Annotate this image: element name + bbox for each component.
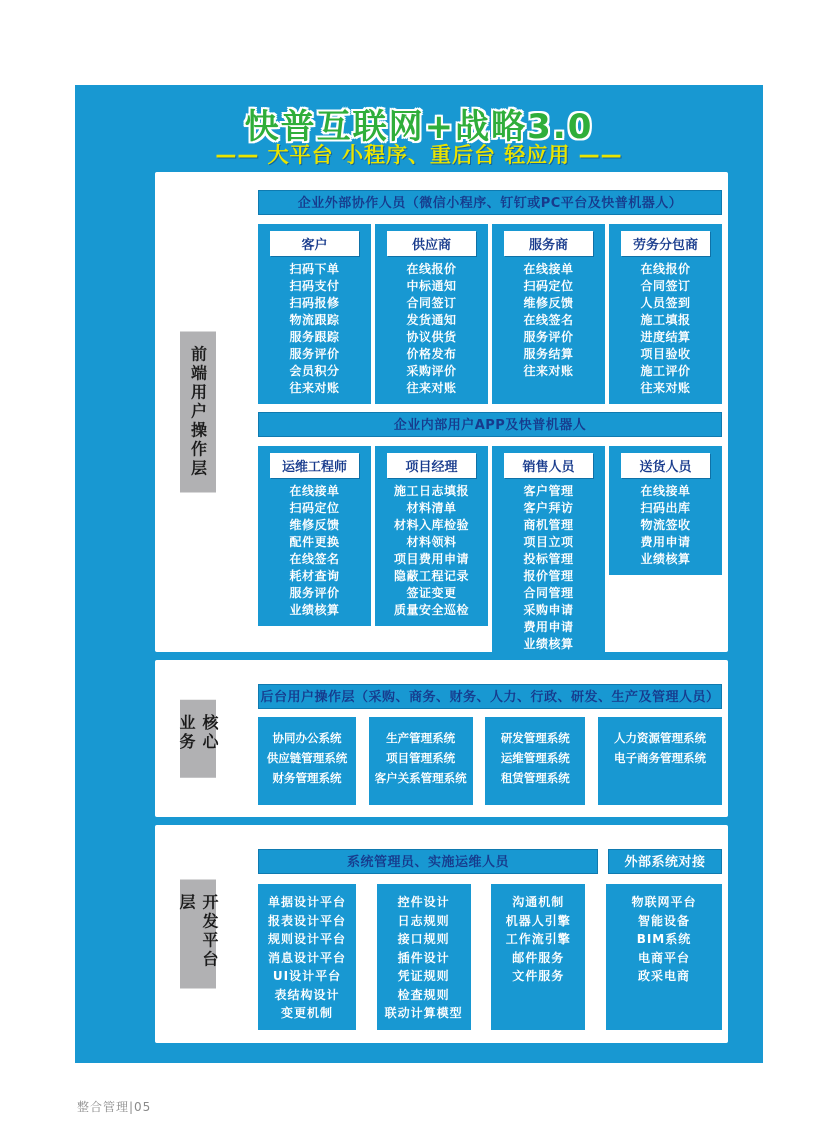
list-item: 邮件服务 [512,950,565,965]
list-item: 在线签名 [523,313,574,327]
list-item: 表结构设计 [274,987,340,1002]
list-item: 扫码报修 [289,296,340,310]
list-item: 在线接单 [523,262,574,276]
column-delivery-staff [609,446,722,575]
platform-columns [258,884,722,1030]
column-labor-subcontractor-title: 劳务分包商 [621,231,710,256]
list-item: 隐蔽工程记录 [393,569,469,583]
system-columns [258,717,722,805]
list-item: 施工评价 [640,364,691,378]
list-item: 往来对账 [289,381,340,395]
list-item: 人员签到 [640,296,691,310]
list-item: 单据设计平台 [267,895,346,909]
list-item: 客户管理 [523,484,574,498]
list-item: 控件设计 [397,895,450,909]
frontend-content [258,172,722,660]
list-item: 报价管理 [523,569,574,583]
column-supplier-title: 供应商 [387,231,476,256]
list-item: 规则设计平台 [267,932,346,946]
page-footer: 整合管理|05 [77,1100,152,1114]
list-item: 业绩核算 [640,552,691,566]
list-item: 投标管理 [523,552,574,566]
list-item: 服务评价 [523,330,574,344]
list-item: 材料入库检验 [393,518,469,532]
column-hr-ecommerce-systems [598,717,722,805]
list-item: 政采电商 [637,969,690,983]
list-item: 在线接单 [640,484,691,498]
list-item: 人力资源管理系统 [613,731,706,745]
group-header-external-system-integration: 外部系统对接 [608,849,722,874]
list-item: 发货通知 [406,313,457,327]
list-item: 项目管理系统 [386,751,456,765]
panel-dev-platform-layer [155,825,728,1043]
column-sales-staff-title: 销售人员 [504,453,593,478]
column-customer-items [261,261,368,397]
list-item: 财务管理系统 [272,771,342,785]
list-item: 在线签名 [289,552,340,566]
list-item: 项目费用申请 [393,552,469,566]
column-sales-staff [492,446,605,660]
list-item: 协同办公系统 [272,731,342,745]
spacer [258,404,722,412]
column-office-systems [258,717,356,805]
column-service-provider-items [495,261,602,380]
list-item: 变更机制 [280,1006,333,1020]
list-item: 签证变更 [406,586,457,600]
column-customer [258,224,371,404]
column-rnd-systems [485,717,585,805]
list-item: 往来对账 [523,364,574,378]
list-item: 采购评价 [406,364,457,378]
list-item: 施工填报 [640,313,691,327]
column-rules-design [377,884,471,1030]
dev-platform-content [258,825,722,1030]
group-header-internal-users: 企业内部用户APP及快普机器人 [258,412,722,437]
list-item: 业绩核算 [289,603,340,617]
list-item: 协议供货 [406,330,457,344]
list-item: 电商平台 [637,950,690,965]
list-item: 会员积分 [289,364,340,378]
list-item: 客户拜访 [523,501,574,515]
column-customer-title: 客户 [270,231,359,256]
column-delivery-staff-title: 送货人员 [621,453,710,478]
list-item: 价格发布 [406,347,457,361]
list-item: 运维管理系统 [500,751,570,765]
list-item: 沟通机制 [512,895,565,909]
internal-persona-columns [258,446,722,660]
list-item: 业绩核算 [523,637,574,651]
list-item: 往来对账 [406,381,457,395]
list-item: 采购申请 [523,603,574,617]
list-item: UI设计平台 [272,969,342,983]
poster-subtitle: —— 大平台 小程序、重后台 轻应用 —— [215,143,623,167]
list-item: 项目验收 [640,347,691,361]
list-item: 扫码定位 [523,279,574,293]
column-service-provider-title: 服务商 [504,231,593,256]
list-item: 合同签订 [640,279,691,293]
list-item: 费用申请 [640,535,691,549]
column-engines-services [491,884,585,1030]
list-item: 材料领料 [406,535,457,549]
list-item: 材料清单 [406,501,457,515]
list-item: 项目立项 [523,535,574,549]
list-item: 合同签订 [406,296,457,310]
list-item: 在线报价 [640,262,691,276]
list-item: 机器人引擎 [505,913,571,928]
list-item: 维修反馈 [289,518,340,532]
column-ops-engineer-title: 运维工程师 [270,453,359,478]
group-header-sysadmin-ops: 系统管理员、实施运维人员 [258,849,598,874]
column-delivery-staff-items [612,483,719,568]
group-header-backoffice-users: 后台用户操作层（采购、商务、财务、人力、行政、研发、生产及管理人员） [258,684,722,709]
list-item: 扫码支付 [289,279,340,293]
list-item: 在线报价 [406,262,457,276]
column-service-provider [492,224,605,404]
column-sales-staff-items [495,483,602,653]
list-item: 商机管理 [523,518,574,532]
column-labor-subcontractor [609,224,722,404]
column-project-manager [375,446,488,626]
list-item: 物流跟踪 [289,313,340,327]
list-item: 服务结算 [523,347,574,361]
list-item: 物流签收 [640,518,691,532]
list-item: 客户关系管理系统 [374,771,467,785]
layer-label-dev-platform: 开发平台层 [180,880,216,989]
list-item: 物联网平台 [631,895,697,909]
dev-platform-headers [258,849,722,874]
list-item: 日志规则 [397,913,450,928]
list-item: 服务评价 [289,347,340,361]
column-project-manager-items [378,483,485,619]
list-item: 凭证规则 [397,969,450,983]
layer-label-core-business: 核心业务 [180,699,216,778]
column-project-manager-title: 项目经理 [387,453,476,478]
list-item: 电子商务管理系统 [613,751,706,765]
list-item: 消息设计平台 [267,950,346,965]
list-item: 服务评价 [289,586,340,600]
poster-canvas [75,85,763,1063]
column-supplier-items [378,261,485,397]
list-item: 施工日志填报 [393,484,469,498]
list-item: 文件服务 [512,969,565,983]
column-ops-engineer-items [261,483,368,619]
column-external-integrations [606,884,722,1030]
column-design-platforms [258,884,356,1030]
list-item: 租赁管理系统 [500,771,570,785]
list-item: 供应链管理系统 [266,751,348,765]
panel-frontend-layer [155,172,728,652]
list-item: 往来对账 [640,381,691,395]
list-item: 维修反馈 [523,296,574,310]
list-item: 研发管理系统 [500,731,570,745]
layer-label-frontend: 前端用户操作层 [180,332,216,493]
group-header-external-collaborators: 企业外部协作人员（微信小程序、钉钉或PC平台及快普机器人） [258,190,722,215]
external-persona-columns [258,224,722,404]
list-item: 报表设计平台 [267,913,346,928]
column-labor-subcontractor-items [612,261,719,397]
list-item: 在线接单 [289,484,340,498]
column-production-systems [369,717,473,805]
column-supplier [375,224,488,404]
list-item: 接口规则 [397,932,450,946]
list-item: BIM系统 [636,932,692,946]
list-item: 检查规则 [397,987,450,1002]
list-item: 配件更换 [289,535,340,549]
list-item: 扫码定位 [289,501,340,515]
list-item: 费用申请 [523,620,574,634]
list-item: 扫码出库 [640,501,691,515]
list-item: 插件设计 [397,950,450,965]
list-item: 工作流引擎 [505,932,571,946]
list-item: 耗材查询 [289,569,340,583]
poster-title: 快普互联网+战略3.0 [244,107,594,147]
list-item: 扫码下单 [289,262,340,276]
list-item: 服务跟踪 [289,330,340,344]
list-item: 合同管理 [523,586,574,600]
core-business-content [258,660,722,805]
panel-core-business [155,660,728,817]
list-item: 进度结算 [640,330,691,344]
list-item: 中标通知 [406,279,457,293]
list-item: 质量安全巡检 [393,603,469,617]
column-ops-engineer [258,446,371,626]
list-item: 联动计算模型 [384,1006,463,1020]
list-item: 生产管理系统 [386,731,456,745]
list-item: 智能设备 [637,913,690,928]
